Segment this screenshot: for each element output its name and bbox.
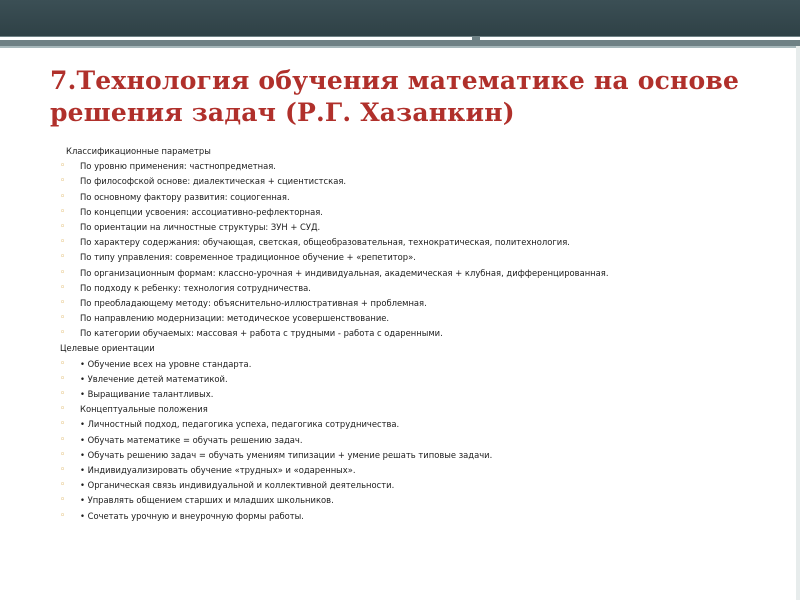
bullet-icon: ◦ <box>60 419 66 430</box>
bullet-icon: ◦ <box>60 282 66 293</box>
bullet-icon: ◦ <box>60 328 66 339</box>
list-item: ◦ • Обучение всех на уровне стандарта. <box>60 357 780 372</box>
list-item: ◦ По уровню применения: частнопредметная. <box>60 159 780 174</box>
goals-heading: Целевые ориентации <box>60 343 155 354</box>
bullet-icon: ◦ <box>60 252 66 263</box>
bullet-icon: ◦ <box>60 191 66 202</box>
bullet-icon: ◦ <box>60 237 66 248</box>
list-item: ◦ По основному фактору развития: социогенная. <box>60 190 780 205</box>
slide-title: 7.Технология обучения математике на основе решения задач (Р.Г. Хазанкин) <box>50 66 740 127</box>
list-item: ◦ • Сочетать урочную и внеурочную формы работы. <box>60 509 780 524</box>
bullet-icon: ◦ <box>60 206 66 217</box>
header-rule <box>0 46 800 48</box>
bullet-icon: ◦ <box>60 358 66 369</box>
bullet-icon: ◦ <box>60 389 66 399</box>
list-item: ◦ По подходу к ребенку: технология сотрудничества. <box>60 281 780 296</box>
bullet-icon: ◦ <box>60 313 66 324</box>
list-item: ◦ • Обучать решению задач = обучать умениям типизации + умение решать типовые задачи. <box>60 448 780 463</box>
list-item: ◦ • Органическая связь индивидуальной и коллективной деятельности. <box>60 478 780 493</box>
bullet-icon: ◦ <box>60 221 66 232</box>
list-item: ◦ По категории обучаемых: массовая + работа с трудными - работа с одаренными. <box>60 326 780 341</box>
header-band <box>0 0 800 36</box>
bullet-icon: ◦ <box>60 434 66 445</box>
bullet-icon: ◦ <box>60 480 66 491</box>
header-divider-right <box>480 37 800 40</box>
list-item: ◦ По направлению модернизации: методическое усовершенствование. <box>60 311 780 326</box>
list-item: ◦ По характеру содержания: обучающая, светская, общеобразовательная, технократическая, политехнология. <box>60 235 780 250</box>
slide-right-edge <box>796 46 800 600</box>
bullet-icon: ◦ <box>60 495 66 506</box>
list-item: ◦ По типу управления: современное традиционное обучение + «репетитор». <box>60 250 780 265</box>
list-item: ◦ • Управлять общением старших и младших школьников. <box>60 493 780 508</box>
list-item: ◦ • Выращивание талантливых. <box>60 387 780 402</box>
list-item: ◦ • Увлечение детей математикой. <box>60 372 780 387</box>
bullet-icon: ◦ <box>60 449 66 460</box>
list-item: ◦ • Обучать математике = обучать решению задач. <box>60 433 780 448</box>
list-item: ◦ По преобладающему методу: объяснительно-иллюстративная + проблемная. <box>60 296 780 311</box>
bullet-icon: ◦ <box>60 404 66 415</box>
bullet-icon: ◦ <box>60 176 66 187</box>
classification-heading: Классификационные параметры <box>66 146 211 156</box>
list-item: ◦ По организационным формам: классно-урочная + индивидуальная, академическая + клубная, дифференцированная. <box>60 266 780 281</box>
list-item: ◦ По концепции усвоения: ассоциативно-рефлекторная. <box>60 205 780 220</box>
list-item: ◦ • Личностный подход, педагогика успеха, педагогика сотрудничества. <box>60 417 780 432</box>
concept-heading: ◦ Концептуальные положения <box>60 402 780 417</box>
slide-content <box>60 144 780 524</box>
bullet-icon: ◦ <box>60 464 66 475</box>
bullet-icon: ◦ <box>60 297 66 308</box>
bullet-icon: ◦ <box>60 267 66 278</box>
bullet-icon: ◦ <box>60 510 66 521</box>
bullet-icon: ◦ <box>60 373 66 384</box>
list-item: ◦ • Индивидуализировать обучение «трудных» и «одаренных». <box>60 463 780 478</box>
list-item: ◦ По философской основе: диалектическая + сциентистская. <box>60 174 780 189</box>
list-item: ◦ По ориентации на личностные структуры: ЗУН + СУД. <box>60 220 780 235</box>
header-divider-left <box>0 37 472 40</box>
bullet-icon: ◦ <box>60 161 66 172</box>
